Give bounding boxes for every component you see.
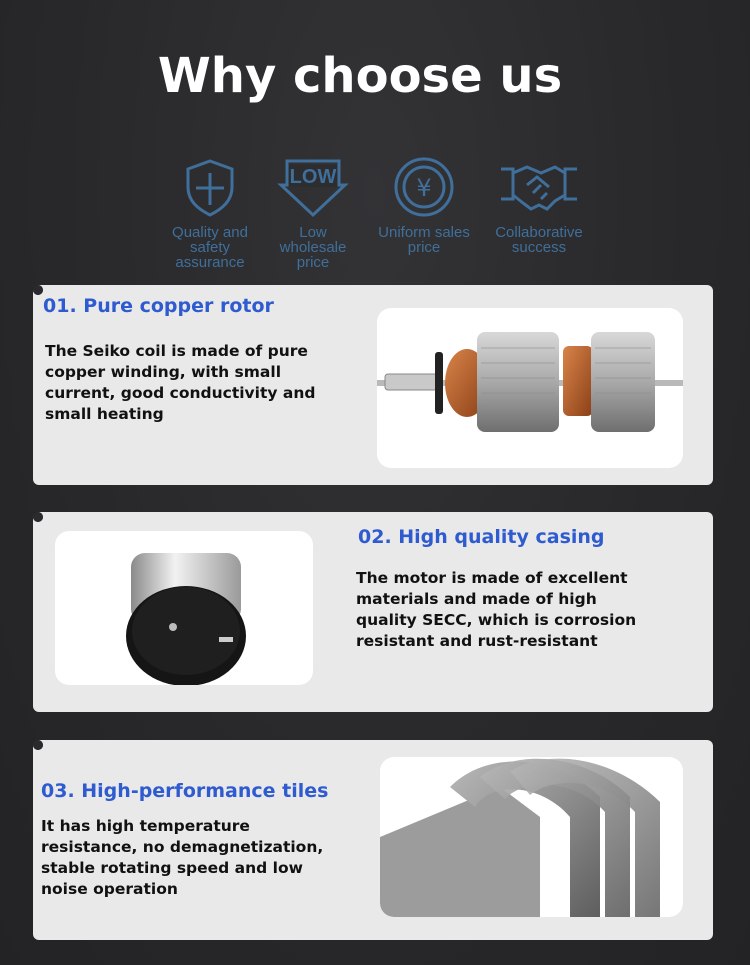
feature-label <box>364 225 484 255</box>
feature-card-copper-rotor <box>33 285 713 485</box>
low-icon-text: LOW <box>289 166 337 188</box>
card-text-line: resistance, no demagnetization, <box>41 838 324 856</box>
card-text-line: current, good conductivity and <box>45 384 316 402</box>
feature-low-price <box>253 155 373 270</box>
feature-label-line: Collaborative <box>495 224 583 241</box>
card-text-line: quality SECC, which is corrosion <box>356 611 637 629</box>
card-title: 03. High-performance tiles <box>41 780 329 802</box>
feature-card-casing <box>33 512 713 712</box>
feature-label <box>479 225 599 255</box>
feature-label-line: assurance <box>175 254 245 271</box>
page-title: Why choose us <box>157 48 563 104</box>
card-description <box>356 568 636 652</box>
feature-uniform-price <box>364 155 484 255</box>
copper-rotor-photo <box>377 308 683 468</box>
card-text-line: copper winding, with small <box>45 363 282 381</box>
feature-label-line: safety <box>189 239 231 256</box>
card-text-line: It has high temperature <box>41 817 250 835</box>
card-text-line: resistant and rust-resistant <box>356 632 598 650</box>
card-text-line: The Seiko coil is made of pure <box>45 342 308 360</box>
card-text-line: noise operation <box>41 880 178 898</box>
card-title: 01. Pure copper rotor <box>43 295 274 317</box>
features-row <box>150 155 620 280</box>
feature-card-tiles <box>33 740 713 940</box>
card-text-line: small heating <box>45 405 164 423</box>
yen-icon-text: ¥ <box>416 174 432 202</box>
card-text-line: stable rotating speed and low <box>41 859 303 877</box>
feature-label-line: price <box>407 239 441 256</box>
shield-icon <box>178 155 242 219</box>
card-title: 02. High quality casing <box>358 526 605 548</box>
feature-label <box>253 225 373 270</box>
handshake-icon <box>497 155 581 219</box>
card-text-line: materials and made of high <box>356 590 597 608</box>
yen-coin-icon <box>391 155 457 219</box>
card-text-line: The motor is made of excellent <box>356 569 628 587</box>
feature-label-line: Low <box>299 224 327 241</box>
card-description <box>45 341 315 425</box>
low-price-arrow-icon <box>277 155 349 219</box>
feature-collaboration <box>479 155 599 255</box>
feature-label-line: Quality and <box>172 224 248 241</box>
feature-quality <box>150 155 270 270</box>
feature-label-line: price <box>296 254 330 271</box>
card-description <box>41 816 323 900</box>
feature-label-line: Uniform sales <box>378 224 470 241</box>
magnet-tiles-photo <box>380 757 683 917</box>
feature-label-line: success <box>511 239 567 256</box>
feature-label <box>150 225 270 270</box>
motor-casing-photo <box>55 531 313 685</box>
feature-label-line: wholesale <box>279 239 347 256</box>
